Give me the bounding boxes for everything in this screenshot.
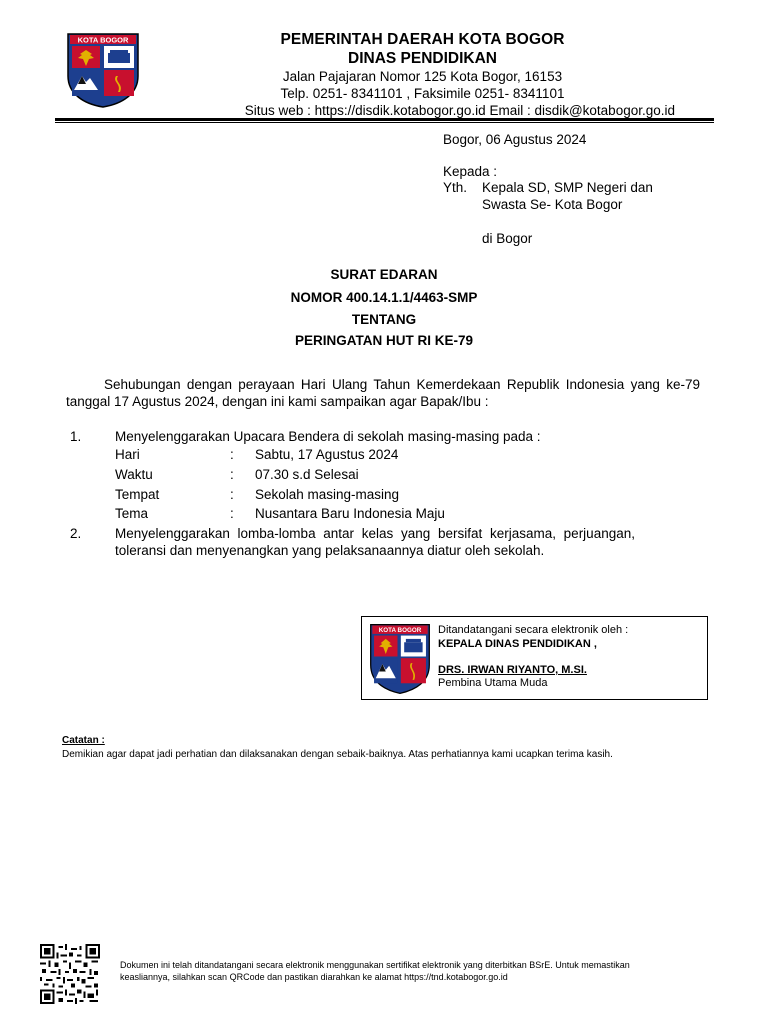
agency-name: DINAS PENDIDIKAN [348,50,497,67]
agency-address: Jalan Pajajaran Nomor 125 Kota Bogor, 16153 [282,69,563,84]
detail-label-theme: Tema [115,506,149,521]
footer-line-1: Dokumen ini telah ditandatangani secara elektronik menggunakan sertifikat elektronik yang diterbitkan BSrE. Untuk memastikan [120,960,630,970]
item-text-2: Menyelenggarakan lomba-lomba antar kelas yang bersifat kerjasama, perjuangan, toleransi dan menyenangkan yang pelaksanaannya diatur oleh sekolah. [115,526,635,558]
letterhead [150,30,695,119]
header-divider-thin [55,122,714,123]
detail-value-theme: Nusantara Baru Indonesia Maju [255,506,445,521]
document-subject: PERINGATAN HUT RI KE-79 [294,333,473,348]
signer-name: DRS. IRWAN RIYANTO, M.SI. [438,664,587,676]
detail-label-day: Hari [115,447,140,462]
recipient-line-1: Kepala SD, SMP Negeri dan [482,180,653,195]
signature-caption: Ditandatangani secara elektronik oleh : [438,624,629,636]
footer-disclaimer [120,959,720,983]
kota-bogor-emblem-icon [66,32,140,108]
detail-label-place: Tempat [115,487,160,502]
header-divider-thick [55,118,714,121]
signer-position: KEPALA DINAS PENDIDIKAN , [438,638,597,650]
footer-line-2: keasliannya, silahkan scan QRCode dan pastikan diarahkan ke alamat https://tnd.kotabogor.go.id [120,972,508,982]
detail-colon: : [230,467,234,482]
detail-colon: : [230,487,234,502]
verification-qr-code[interactable] [40,944,100,1004]
item-number-2: 2. [70,526,82,541]
detail-colon: : [230,447,234,462]
detail-colon: : [230,506,234,521]
recipient-line-2: Swasta Se- Kota Bogor [482,197,623,212]
document-about: TENTANG [351,312,417,327]
item-number-1: 1. [70,429,82,444]
electronic-signature-box [361,616,708,700]
notes-text: Demikian agar dapat jadi perhatian dan dilaksanakan dengan sebaik-baiknya. Atas perhatiannya kami ucapkan terima kasih. [62,749,613,760]
recipient-heading: Kepada : [443,164,498,179]
emblem-label: KOTA BOGOR [378,627,422,635]
kota-bogor-emblem-icon [369,623,431,695]
detail-value-time: 07.30 s.d Selesai [255,467,359,482]
detail-label-time: Waktu [115,467,153,482]
emblem-label: KOTA BOGOR [77,35,129,45]
government-name: PEMERINTAH DAERAH KOTA BOGOR [280,31,565,48]
signer-rank: Pembina Utama Muda [438,677,548,689]
item-text-1: Menyelenggarakan Upacara Bendera di sekolah masing-masing pada : [115,429,541,444]
recipient-location: di Bogor [482,231,533,246]
intro-paragraph: Sehubungan dengan perayaan Hari Ulang Tahun Kemerdekaan Republik Indonesia yang ke-79 tanggal 17 Agustus 2024, dengan ini kami sampaikan agar Bapak/Ibu : [66,377,700,409]
agency-phone: Telp. 0251- 8341101 , Faksimile 0251- 8341101 [280,86,565,101]
agency-web-email: Situs web : https://disdik.kotabogor.go.id Email : disdik@kotabogor.go.id [244,103,675,118]
letter-date: Bogor, 06 Agustus 2024 [443,132,587,147]
document-type: SURAT EDARAN [330,267,438,282]
document-number: NOMOR 400.14.1.1/4463-SMP [290,290,478,305]
notes-label: Catatan : [62,735,105,746]
detail-value-day: Sabtu, 17 Agustus 2024 [255,447,399,462]
detail-value-place: Sekolah masing-masing [255,487,400,502]
recipient-salutation: Yth. [443,180,468,195]
